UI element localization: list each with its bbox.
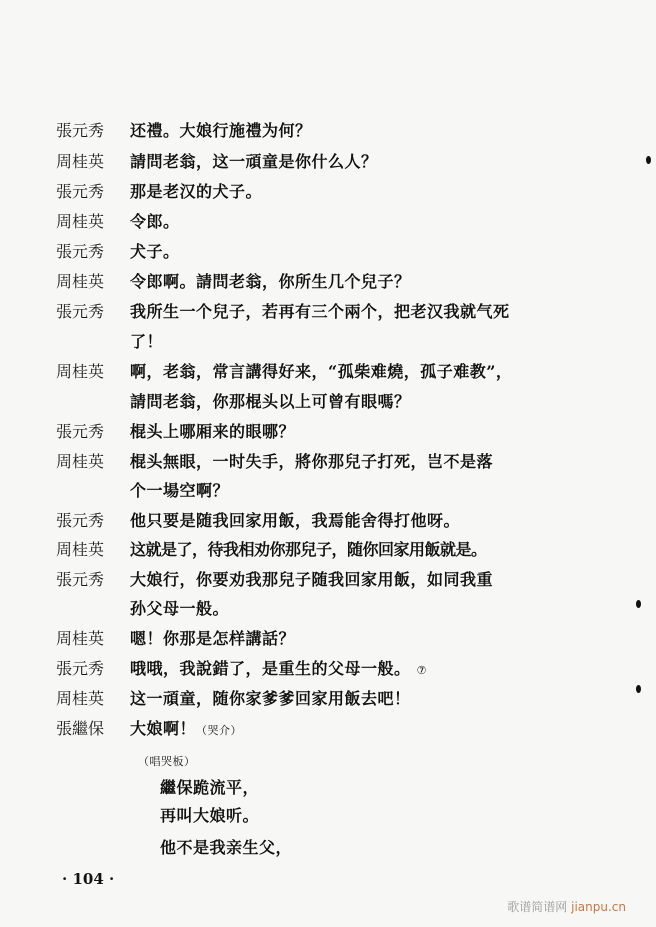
dialogue-line: 請問老翁，这一頑童是你什么人？ (130, 152, 378, 171)
dialogue-line: 棍头無眼，一时失手，將你那兒子打死，岂不是落 (130, 452, 494, 471)
dialogue-line: 啊，老翁，常言講得好来，“孤柴难燒，孤子难教”， (130, 362, 513, 381)
speaker: 周桂英 (56, 212, 105, 231)
scan-speck (636, 685, 641, 693)
scan-speck (646, 156, 651, 164)
dialogue-line: 这一頑童，随你家爹爹回家用飯去吧！ (130, 689, 411, 708)
speaker: 張元秀 (56, 422, 105, 441)
dialogue-line: 还禮。大娘行施禮为何？ (130, 121, 312, 140)
dialogue-line: 棍头上哪厢来的眼哪？ (130, 422, 296, 441)
song-line: 他不是我亲生父， (160, 838, 293, 857)
speaker: 張元秀 (56, 511, 105, 530)
dialogue-line: 这就是了，待我相劝你那兒子，随你回家用飯就是。 (130, 540, 487, 559)
dialogue-continuation: 了！ (130, 332, 164, 351)
dialogue-line: 那是老汉的犬子。 (130, 182, 263, 201)
dialogue-line: 我所生一个兒子，若再有三个兩个，把老汉我就气死 (130, 302, 510, 321)
speaker: 周桂英 (56, 362, 105, 381)
stage-direction: （哭介） (196, 724, 243, 737)
dialogue-line: 犬子。 (130, 242, 180, 261)
dialogue-line: 令郎。 (130, 212, 180, 231)
speaker: 張繼保 (56, 719, 105, 738)
dialogue-line (130, 719, 242, 741)
song-line: 再叫大娘听。 (160, 806, 260, 825)
speaker: 周桂英 (56, 152, 105, 171)
speaker: 周桂英 (56, 272, 105, 291)
watermark-en: jianpu.cn (571, 900, 626, 914)
dialogue-text: 大娘啊！ (130, 719, 197, 738)
dialogue-continuation: 請問老翁，你那棍头以上可曾有眼嗎？ (130, 392, 411, 411)
dialogue-line: 令郎啊。請問老翁，你所生几个兒子？ (130, 272, 411, 291)
speaker: 張元秀 (56, 659, 105, 678)
speaker: 周桂英 (56, 540, 105, 559)
speaker: 周桂英 (56, 689, 105, 708)
speaker: 張元秀 (56, 121, 105, 140)
dialogue-line: 嗯！你那是怎样講話？ (130, 629, 296, 648)
dialogue-line (130, 659, 427, 681)
dialogue-line: 他只要是随我回家用飯，我焉能舍得打他呀。 (130, 511, 461, 530)
dialogue-continuation: 孙父母一般。 (130, 599, 230, 618)
speaker: 周桂英 (56, 629, 105, 648)
page-number: · 104 · (62, 870, 115, 888)
scan-speck (636, 600, 641, 608)
speaker: 張元秀 (56, 570, 105, 589)
speaker: 周桂英 (56, 452, 105, 471)
dialogue-text: 哦哦，我說錯了，是重生的父母一般。 (130, 659, 411, 678)
dialogue-continuation: 个一場空啊？ (130, 481, 230, 500)
footnote-marker: ⑦ (416, 664, 427, 677)
speaker: 張元秀 (56, 242, 105, 261)
speaker: 張元秀 (56, 182, 105, 201)
dialogue-line: 大娘行，你要劝我那兒子随我回家用飯，如同我重 (130, 570, 494, 589)
song-label: （唱哭板） (138, 755, 196, 768)
song-line: 繼保跪流平， (160, 778, 260, 797)
speaker: 張元秀 (56, 302, 105, 321)
watermark (507, 898, 626, 915)
watermark-cn: 歌谱简谱网 (507, 900, 568, 914)
